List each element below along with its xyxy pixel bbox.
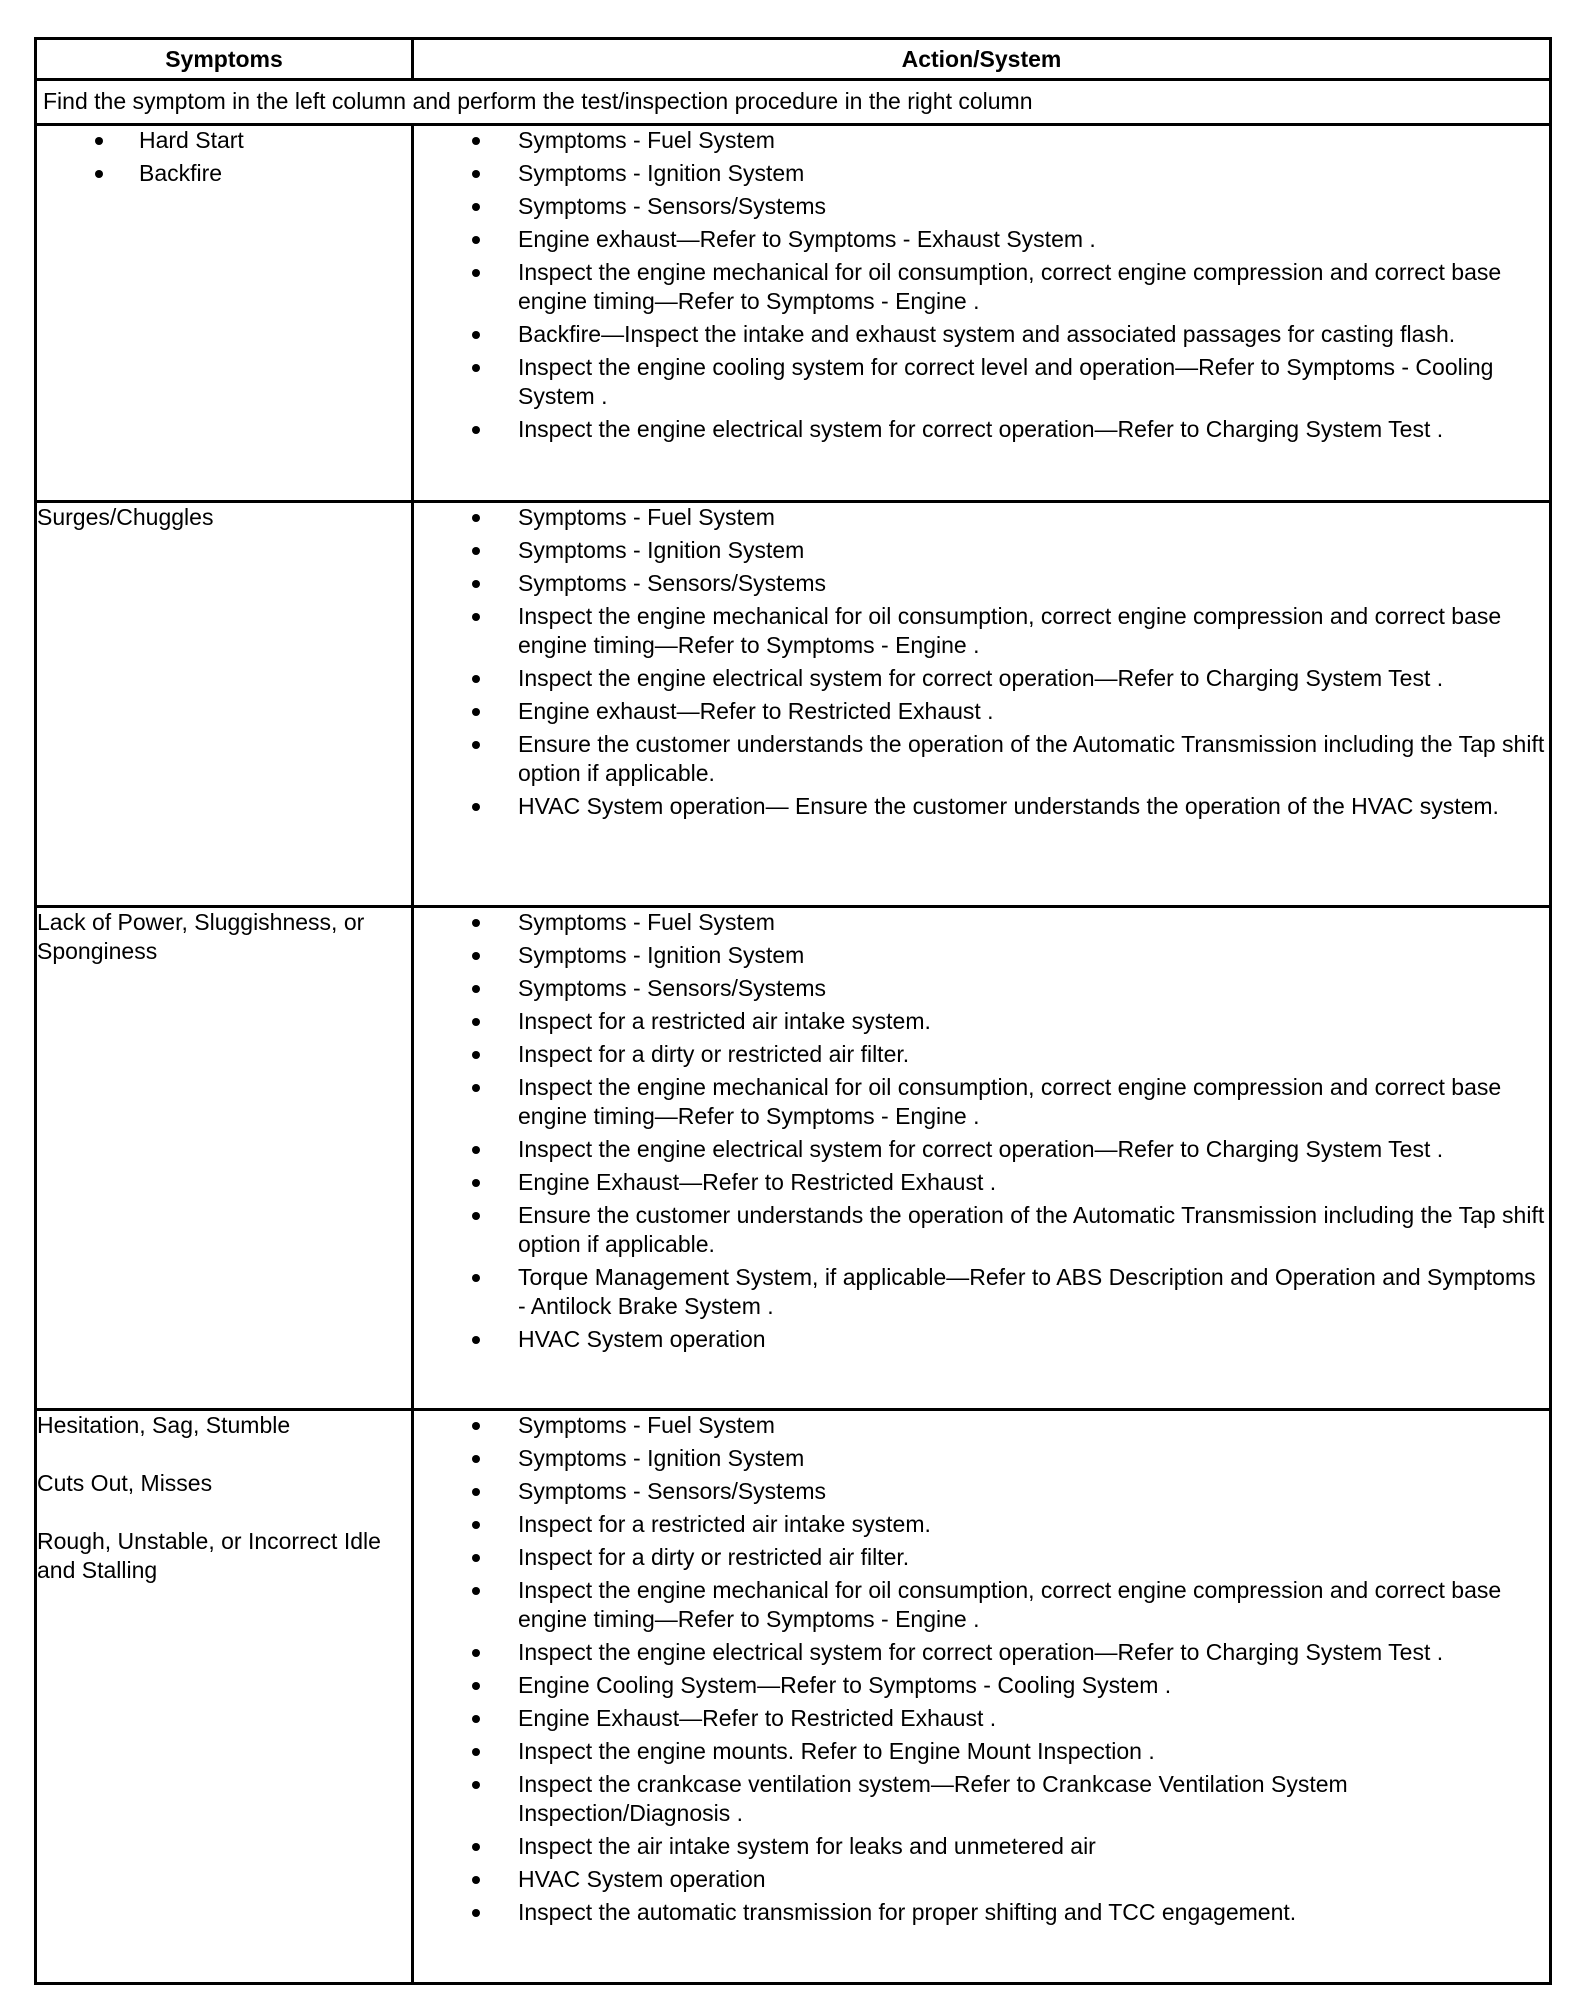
action-item: Symptoms - Fuel System — [414, 908, 1549, 937]
action-item: Symptoms - Ignition System — [414, 159, 1549, 188]
symptom-text: Rough, Unstable, or Incorrect Idle and Stalling — [37, 1528, 381, 1583]
action-item: Engine exhaust—Refer to Restricted Exhaust . — [414, 697, 1549, 726]
action-item: Inspect the engine mounts. Refer to Engine Mount Inspection . — [414, 1737, 1549, 1766]
symptom-cell — [36, 125, 413, 502]
action-item: Inspect the crankcase ventilation system—Refer to Crankcase Ventilation System Inspection/Diagnosis . — [414, 1770, 1549, 1828]
action-item: Engine exhaust—Refer to Symptoms - Exhaust System . — [414, 225, 1549, 254]
table-row — [36, 502, 1551, 907]
action-cell — [413, 125, 1551, 502]
action-item: HVAC System operation — [414, 1865, 1549, 1894]
action-item: Inspect for a dirty or restricted air filter. — [414, 1040, 1549, 1069]
action-item: Inspect for a restricted air intake system. — [414, 1007, 1549, 1036]
table-row — [36, 907, 1551, 1410]
action-item: Symptoms - Sensors/Systems — [414, 974, 1549, 1003]
action-item: Backfire—Inspect the intake and exhaust system and associated passages for casting flash. — [414, 320, 1549, 349]
action-item: Symptoms - Ignition System — [414, 941, 1549, 970]
action-item: Inspect the engine electrical system for correct operation—Refer to Charging System Test . — [414, 1135, 1549, 1164]
symptom-list — [37, 126, 411, 188]
action-item: Engine Exhaust—Refer to Restricted Exhaust . — [414, 1704, 1549, 1733]
header-row — [36, 39, 1551, 80]
action-item: Symptoms - Fuel System — [414, 503, 1549, 532]
action-item: Inspect the engine electrical system for correct operation—Refer to Charging System Test . — [414, 415, 1549, 444]
action-item: Symptoms - Ignition System — [414, 1444, 1549, 1473]
action-item: Inspect the air intake system for leaks and unmetered air — [414, 1832, 1549, 1861]
table-row — [36, 125, 1551, 502]
action-list — [414, 503, 1549, 821]
spacer — [37, 1440, 411, 1469]
action-item: Inspect the automatic transmission for proper shifting and TCC engagement. — [414, 1898, 1549, 1927]
spacer — [37, 1498, 411, 1527]
action-item: Inspect the engine electrical system for correct operation—Refer to Charging System Test . — [414, 664, 1549, 693]
action-item: Symptoms - Fuel System — [414, 1411, 1549, 1440]
symptom-text: Lack of Power, Sluggishness, or Sponginess — [37, 909, 365, 964]
action-list — [414, 126, 1549, 444]
action-column-header: Action/System — [413, 39, 1551, 80]
symptom-text: Hesitation, Sag, Stumble — [37, 1412, 291, 1438]
symptom-cell — [36, 502, 413, 907]
symptom-text: Surges/Chuggles — [37, 504, 214, 530]
action-item: HVAC System operation — [414, 1325, 1549, 1354]
action-item: Torque Management System, if applicable—Refer to ABS Description and Operation and Symptoms - Antilock Brake System . — [414, 1263, 1549, 1321]
intro-row — [36, 80, 1551, 125]
action-item: Inspect the engine mechanical for oil consumption, correct engine compression and correct base engine timing—Refer to Symptoms - Engine . — [414, 602, 1549, 660]
action-item: Symptoms - Sensors/Systems — [414, 1477, 1549, 1506]
table-row — [36, 1410, 1551, 1984]
action-item: Symptoms - Fuel System — [414, 126, 1549, 155]
intro-text: Find the symptom in the left column and perform the test/inspection procedure in the right column — [36, 80, 1551, 125]
action-item: HVAC System operation— Ensure the customer understands the operation of the HVAC system. — [414, 792, 1549, 821]
action-list — [414, 908, 1549, 1354]
action-item: Engine Cooling System—Refer to Symptoms - Cooling System . — [414, 1671, 1549, 1700]
action-item: Inspect the engine cooling system for correct level and operation—Refer to Symptoms - Cooling System . — [414, 353, 1549, 411]
action-cell — [413, 502, 1551, 907]
action-item: Inspect for a dirty or restricted air filter. — [414, 1543, 1549, 1572]
action-item: Symptoms - Sensors/Systems — [414, 569, 1549, 598]
action-item: Ensure the customer understands the operation of the Automatic Transmission including the Tap shift option if applicable. — [414, 1201, 1549, 1259]
symptom-table — [34, 37, 1552, 1985]
action-item: Inspect the engine mechanical for oil consumption, correct engine compression and correct base engine timing—Refer to Symptoms - Engine . — [414, 258, 1549, 316]
action-item: Inspect the engine mechanical for oil consumption, correct engine compression and correct base engine timing—Refer to Symptoms - Engine . — [414, 1576, 1549, 1634]
symptoms-column-header: Symptoms — [36, 39, 413, 80]
action-item: Inspect the engine electrical system for correct operation—Refer to Charging System Test . — [414, 1638, 1549, 1667]
action-item: Symptoms - Ignition System — [414, 536, 1549, 565]
symptom-item: Backfire — [37, 159, 411, 188]
action-item: Inspect the engine mechanical for oil consumption, correct engine compression and correct base engine timing—Refer to Symptoms - Engine . — [414, 1073, 1549, 1131]
action-item: Ensure the customer understands the operation of the Automatic Transmission including the Tap shift option if applicable. — [414, 730, 1549, 788]
action-cell — [413, 1410, 1551, 1984]
action-item: Symptoms - Sensors/Systems — [414, 192, 1549, 221]
action-list — [414, 1411, 1549, 1927]
symptom-item: Hard Start — [37, 126, 411, 155]
action-item: Inspect for a restricted air intake system. — [414, 1510, 1549, 1539]
action-item: Engine Exhaust—Refer to Restricted Exhaust . — [414, 1168, 1549, 1197]
symptom-cell — [36, 1410, 413, 1984]
symptom-text: Cuts Out, Misses — [37, 1470, 213, 1496]
symptom-cell — [36, 907, 413, 1410]
action-cell — [413, 907, 1551, 1410]
